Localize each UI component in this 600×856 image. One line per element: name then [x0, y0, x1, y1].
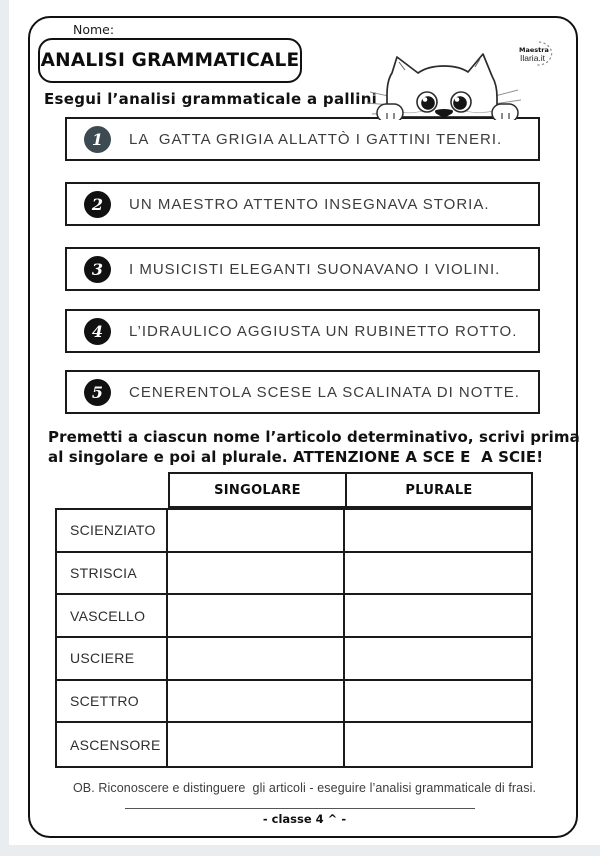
sentence-text: L’IDRAULICO AGGIUSTA UN RUBINETTO ROTTO.: [129, 322, 518, 340]
singolare-cell: [168, 553, 345, 596]
sentence-number-badge: 1: [84, 126, 111, 153]
sentence-number-badge: 2: [84, 191, 111, 218]
sentence-box-4: [65, 309, 540, 353]
sentence-text: CENERENTOLA SCESE LA SCALINATA DI NOTTE.: [129, 383, 520, 401]
singolare-cell: [168, 681, 345, 724]
name-label: Nome:: [73, 22, 115, 37]
articles-table: [55, 472, 533, 768]
instruction-line-1: Premetti a ciascun nome l’articolo determinativo, scrivi prima: [48, 428, 580, 446]
table-header-row: [168, 472, 533, 508]
sentence-box-2: [65, 182, 540, 226]
table-body: [55, 508, 533, 768]
table-row-label: VASCELLO: [57, 595, 168, 638]
singolare-cell: [168, 510, 345, 553]
sentence-number-badge: 5: [84, 379, 111, 406]
singolare-cell: [168, 723, 345, 766]
subtitle: Esegui l’analisi grammaticale a pallini: [44, 90, 378, 108]
table-row-label: ASCENSORE: [57, 723, 168, 766]
footer-objective: OB. Riconoscere e distinguere gli articoli - eseguire l’analisi grammaticale di frasi.: [72, 781, 537, 795]
sentence-text: LA GATTA GRIGIA ALLATTÒ I GATTINI TENERI.: [129, 130, 503, 148]
sentence-box-5: [65, 370, 540, 414]
singolare-cell: [168, 595, 345, 638]
footer-classe: - classe 4 ^ -: [262, 812, 347, 826]
sentence-text: I MUSICISTI ELEGANTI SUONAVANO I VIOLINI.: [129, 260, 501, 278]
plurale-cell: [345, 723, 531, 766]
plurale-cell: [345, 510, 531, 553]
sentence-box-1: [65, 117, 540, 161]
table-row-label: STRISCIA: [57, 553, 168, 596]
table-row-label: SCETTRO: [57, 681, 168, 724]
plurale-cell: [345, 553, 531, 596]
logo-text-ilaria: Ilaria.it: [520, 53, 546, 63]
brand-logo: [513, 39, 567, 71]
logo-text-maestra: Maestra: [519, 46, 549, 54]
table-header-singolare: SINGOLARE: [170, 474, 347, 506]
sentence-number-badge: 3: [84, 256, 111, 283]
table-row-label: SCIENZIATO: [57, 510, 168, 553]
sentence-box-3: [65, 247, 540, 291]
instruction-line-2: al singolare e poi al plurale. ATTENZIONE A SCE E A SCIE!: [48, 448, 544, 466]
table-header-plurale: PLURALE: [405, 482, 473, 498]
singolare-cell: [168, 638, 345, 681]
sentence-text: UN MAESTRO ATTENTO INSEGNAVA STORIA.: [129, 195, 490, 213]
plurale-cell: [345, 638, 531, 681]
worksheet-sheet: [9, 0, 600, 845]
sentence-number-badge: 4: [84, 318, 111, 345]
plurale-cell: [345, 595, 531, 638]
page-title: ANALISI GRAMMATICALE: [40, 50, 300, 71]
footer-divider: [125, 808, 475, 809]
title-box: [38, 38, 302, 83]
plurale-cell: [345, 681, 531, 724]
table-row-label: USCIERE: [57, 638, 168, 681]
